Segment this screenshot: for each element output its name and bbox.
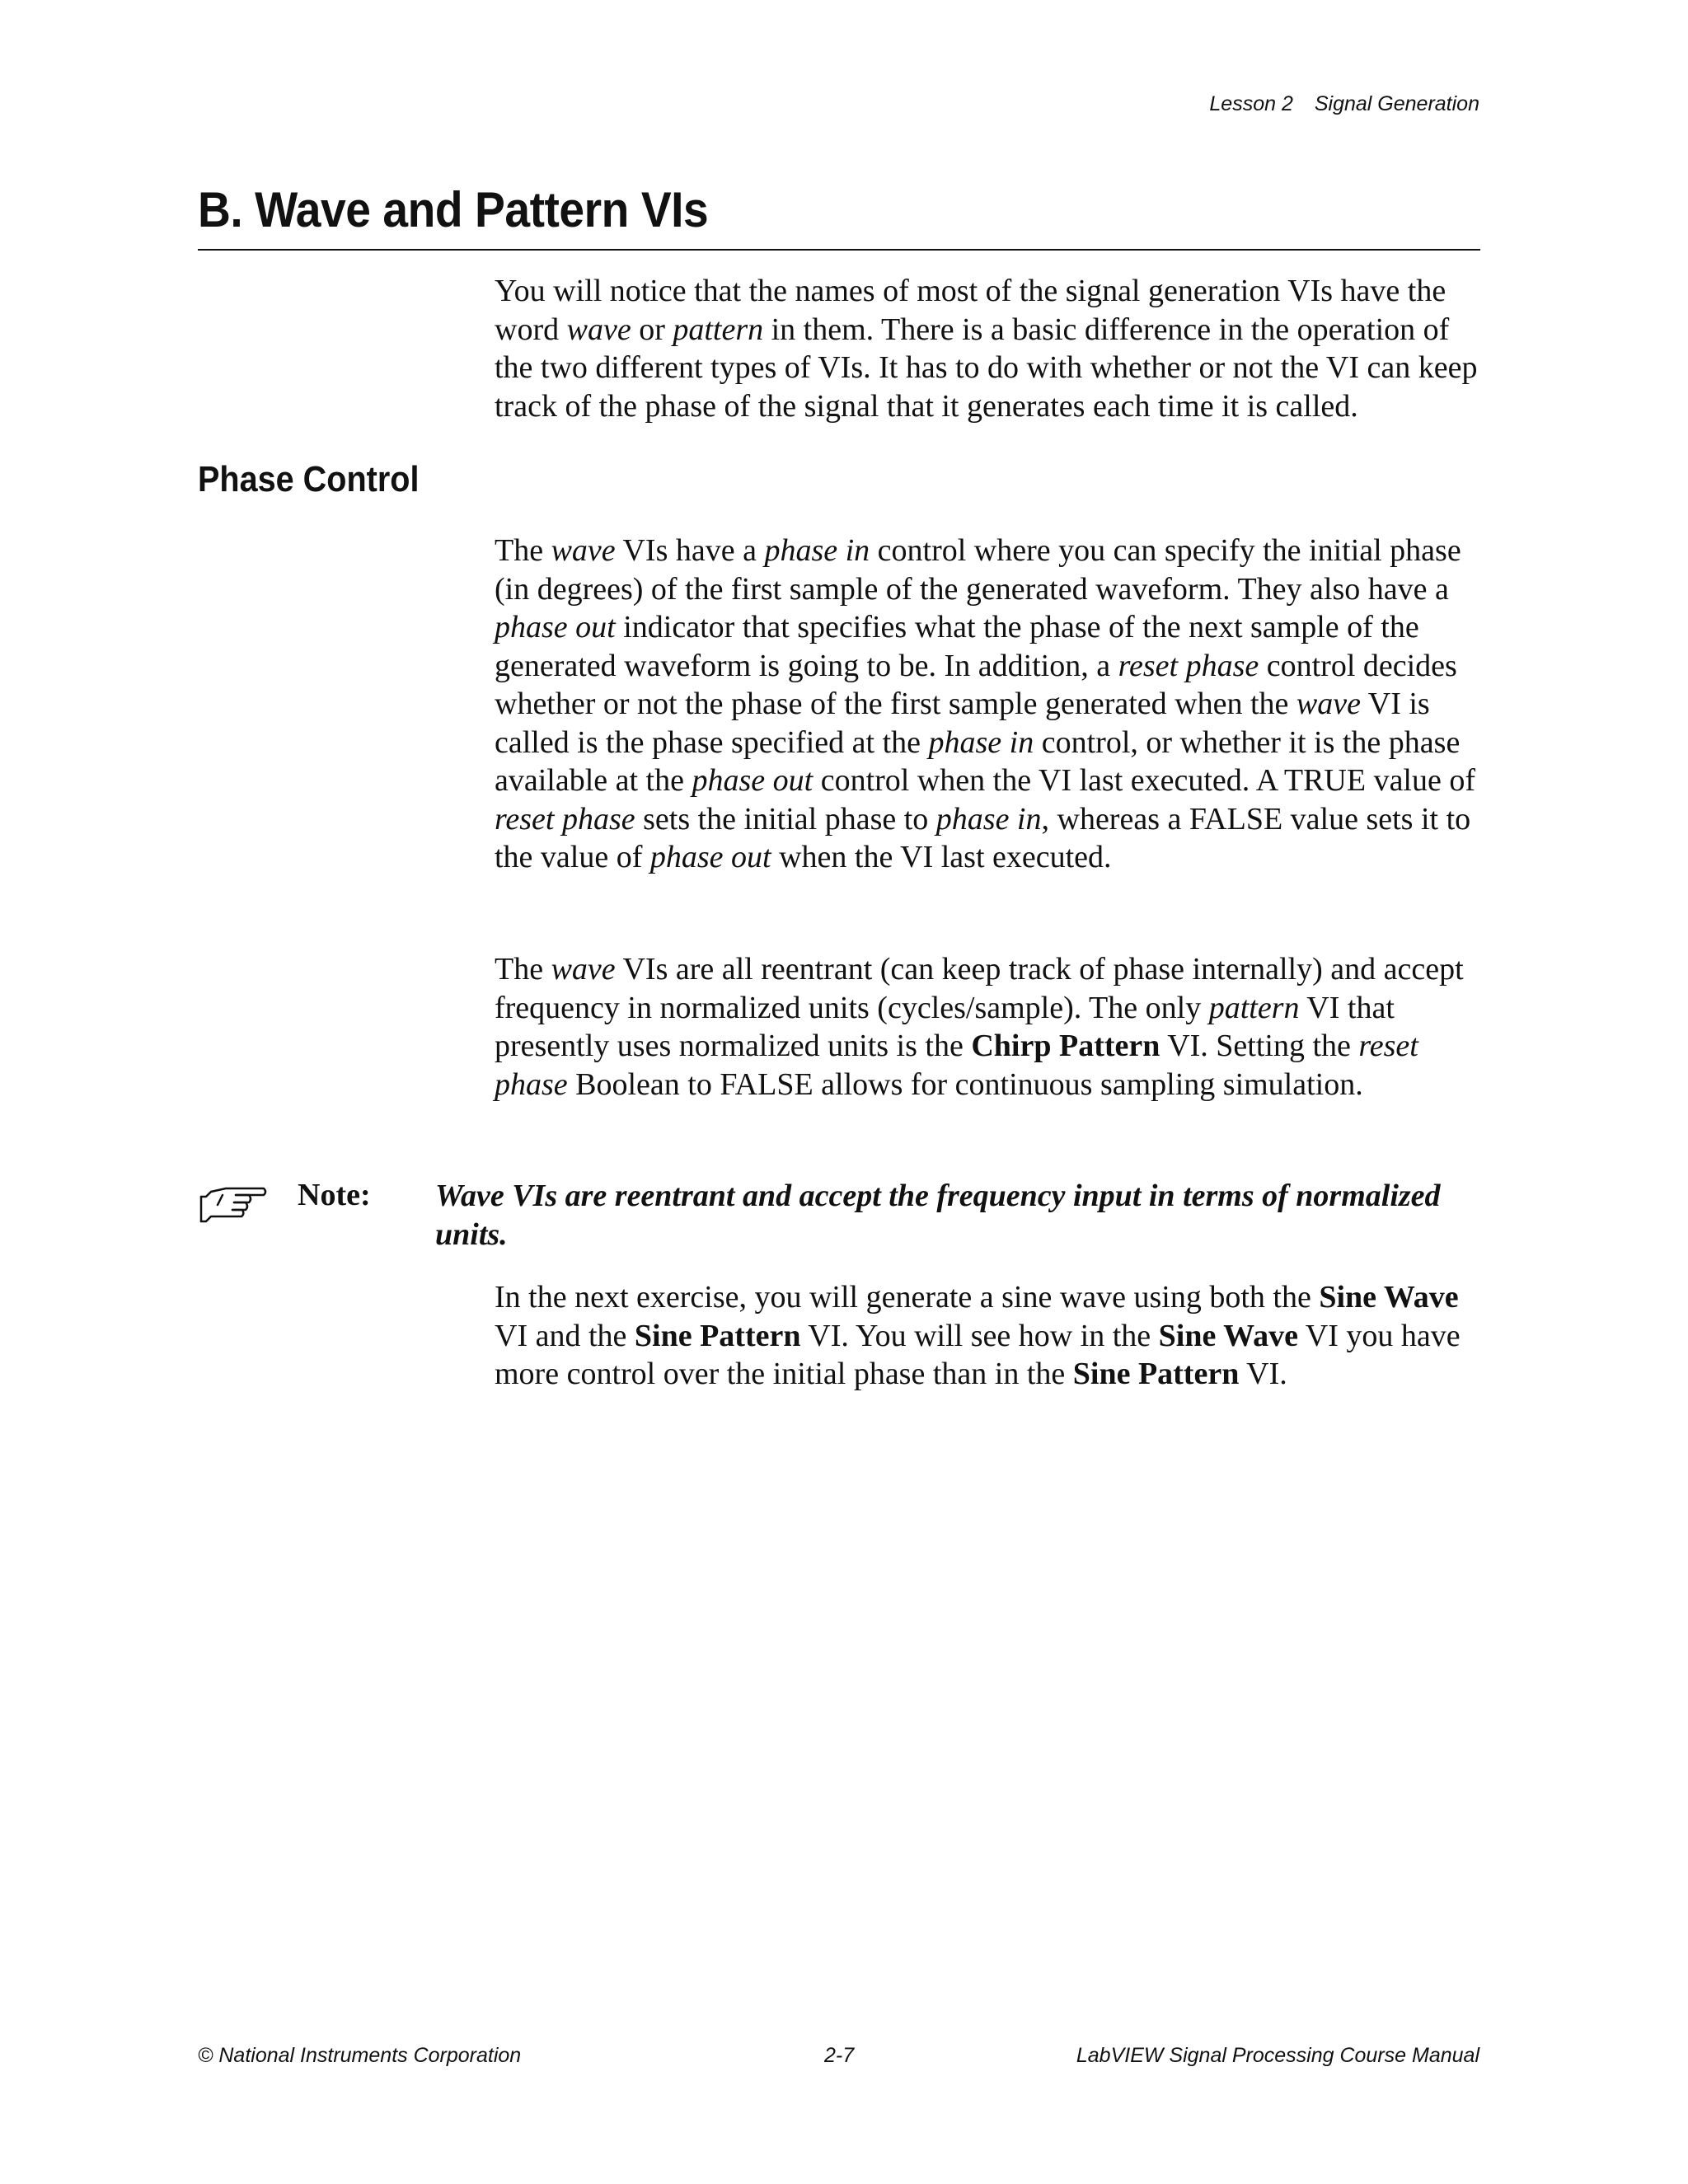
note-text: Wave VIs are reentrant and accept the frequency input in terms of normalized units. (435, 1179, 1441, 1252)
phase-control-paragraph: The wave VIs have a phase in control where you can specify the initial phase (in degrees) of the first sample of the generated waveform. They also have a phase out indicator that specifies what the phase of the next sample of the generated waveform is going to be. In addition, a reset phase control decides whether or not the phase of the first sample generated when the wave VI is called is the phase specified at the phase in control, or whether it is the phase available at the phase out control when the VI last executed. A TRUE value of reset phase sets the initial phase to phase in, whereas a FALSE value sets it to the value of phase out when the VI last executed. (495, 533, 1476, 874)
pointing-hand-icon (198, 1180, 267, 1226)
section-title: B. Wave and Pattern VIs (198, 182, 709, 237)
header-lesson: Lesson 2 (1209, 92, 1293, 115)
title-rule (198, 249, 1480, 251)
note-label: Note: (298, 1178, 371, 1212)
footer-page-number: 2-7 (824, 2044, 855, 2067)
reentrant-paragraph: The wave VIs are all reentrant (can keep track of phase internally) and accept frequency in normalized units (cycles/sample). The only pattern VI that presently uses normalized units is the Chirp Pattern VI. Setting the reset phase Boolean to FALSE allows for continuous sampling simulation. (495, 952, 1464, 1102)
running-header (1209, 92, 1479, 116)
footer-manual-title: LabVIEW Signal Processing Course Manual (1076, 2044, 1479, 2067)
footer-copyright: © National Instruments Corporation (198, 2044, 522, 2067)
phase-control-heading: Phase Control (198, 459, 420, 499)
header-section: Signal Generation (1314, 92, 1479, 115)
exercise-intro-paragraph: In the next exercise, you will generate a sine wave using both the Sine Wave VI and the Sine Pattern VI. You will see how in the Sine Wave VI you have more control over the initial phase than in the Sine Pattern VI. (495, 1280, 1461, 1391)
intro-paragraph: You will notice that the names of most of the signal generation VIs have the word wave or pattern in them. There is a basic difference in the operation of the two different types of VIs. It has to do with whether or not the VI can keep track of the phase of the signal that it generates each time it is called. (495, 274, 1478, 424)
